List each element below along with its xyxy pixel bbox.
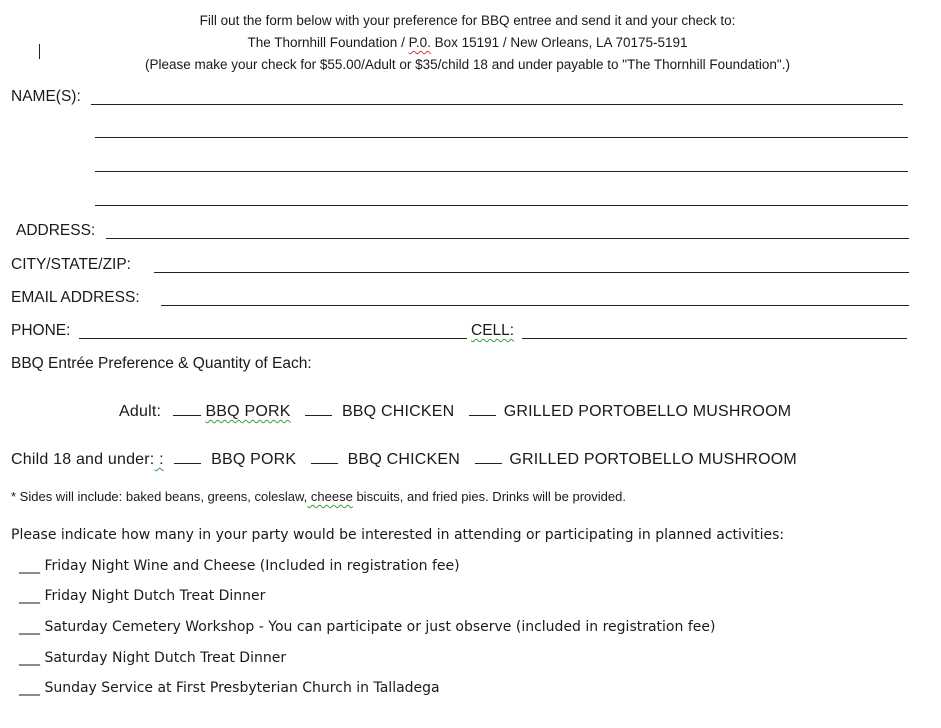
- phone-field-line[interactable]: [79, 338, 467, 339]
- city-state-zip-field-line[interactable]: [154, 272, 909, 273]
- child-pork-qty[interactable]: [174, 449, 201, 464]
- adult-pork-option: BBQ PORK: [205, 403, 291, 420]
- activity-item: [19, 588, 265, 604]
- names-field-line-2[interactable]: [95, 137, 908, 138]
- adult-mushroom-qty[interactable]: [469, 401, 496, 416]
- activity-item: [19, 619, 715, 635]
- sides-note-cheese: cheese: [307, 489, 353, 504]
- adult-label: Adult:: [119, 403, 162, 420]
- adult-chicken-option: BBQ CHICKEN: [341, 403, 455, 420]
- activity-item: [19, 650, 286, 666]
- sides-note-end: biscuits, and fried pies. Drinks will be provided.: [352, 489, 626, 504]
- names-field-line-4[interactable]: [95, 205, 908, 206]
- email-field-line[interactable]: [161, 305, 909, 306]
- adult-pork-qty[interactable]: [173, 401, 201, 416]
- mailing-address-org: The Thornhill Foundation /: [247, 35, 409, 50]
- child-label-suffix: :: [154, 451, 164, 468]
- instructions-line: Fill out the form below with your preference for BBQ entree and send it and your check to:: [199, 13, 736, 28]
- activity-item: [19, 558, 460, 574]
- phone-label: PHONE:: [11, 322, 71, 339]
- adult-row: [119, 401, 791, 421]
- child-label: Child 18 and under:: [11, 451, 155, 468]
- sides-note: [11, 489, 626, 504]
- adult-mushroom-option: GRILLED PORTOBELLO MUSHROOM: [503, 403, 792, 420]
- adult-chicken-qty[interactable]: [305, 401, 332, 416]
- names-field-line-1[interactable]: [91, 104, 903, 105]
- child-mushroom-option: GRILLED PORTOBELLO MUSHROOM: [509, 451, 797, 468]
- email-label: EMAIL ADDRESS:: [11, 289, 140, 306]
- activity-qty-blank[interactable]: ___: [19, 588, 40, 604]
- mailing-address-po: P.0.: [408, 35, 431, 50]
- activity-qty-blank[interactable]: ___: [19, 619, 40, 635]
- names-field-line-3[interactable]: [95, 171, 908, 172]
- activity-label: Friday Night Wine and Cheese (Included in registration fee): [44, 558, 460, 574]
- activity-label: Friday Night Dutch Treat Dinner: [44, 588, 266, 604]
- activity-label: Saturday Night Dutch Treat Dinner: [44, 650, 287, 666]
- child-chicken-qty[interactable]: [311, 449, 338, 464]
- activity-label: Sunday Service at First Presbyterian Church in Talladega: [44, 680, 440, 696]
- bbq-heading: BBQ Entrée Preference & Quantity of Each:: [11, 355, 312, 372]
- city-state-zip-label: CITY/STATE/ZIP:: [11, 256, 131, 273]
- activity-qty-blank[interactable]: ___: [19, 680, 40, 696]
- child-chicken-option: BBQ CHICKEN: [347, 451, 461, 468]
- activity-label: Saturday Cemetery Workshop - You can participate or just observe (included in registration fee): [44, 619, 716, 635]
- cell-label: CELL:: [471, 322, 515, 339]
- activity-item: [19, 680, 440, 696]
- text-cursor: [39, 44, 40, 59]
- activity-qty-blank[interactable]: ___: [19, 558, 40, 574]
- child-row: [11, 449, 797, 469]
- child-mushroom-qty[interactable]: [475, 449, 502, 464]
- child-pork-option: BBQ PORK: [211, 451, 297, 468]
- payment-instructions: (Please make your check for $55.00/Adult or $35/child 18 and under payable to "The Thornhill Foundation".): [145, 57, 790, 72]
- activity-qty-blank[interactable]: ___: [19, 650, 40, 666]
- cell-field-line[interactable]: [522, 338, 907, 339]
- mailing-address: [0, 35, 935, 50]
- mailing-address-rest: Box 15191 / New Orleans, LA 70175-5191: [430, 35, 688, 50]
- sides-note-start: * Sides will include: baked beans, greens, coleslaw,: [11, 489, 308, 504]
- names-label: NAME(S):: [11, 88, 81, 105]
- address-label: ADDRESS:: [16, 222, 96, 239]
- address-field-line[interactable]: [106, 238, 909, 239]
- activities-intro: Please indicate how many in your party would be interested in attending or participating in planned activities:: [11, 527, 785, 543]
